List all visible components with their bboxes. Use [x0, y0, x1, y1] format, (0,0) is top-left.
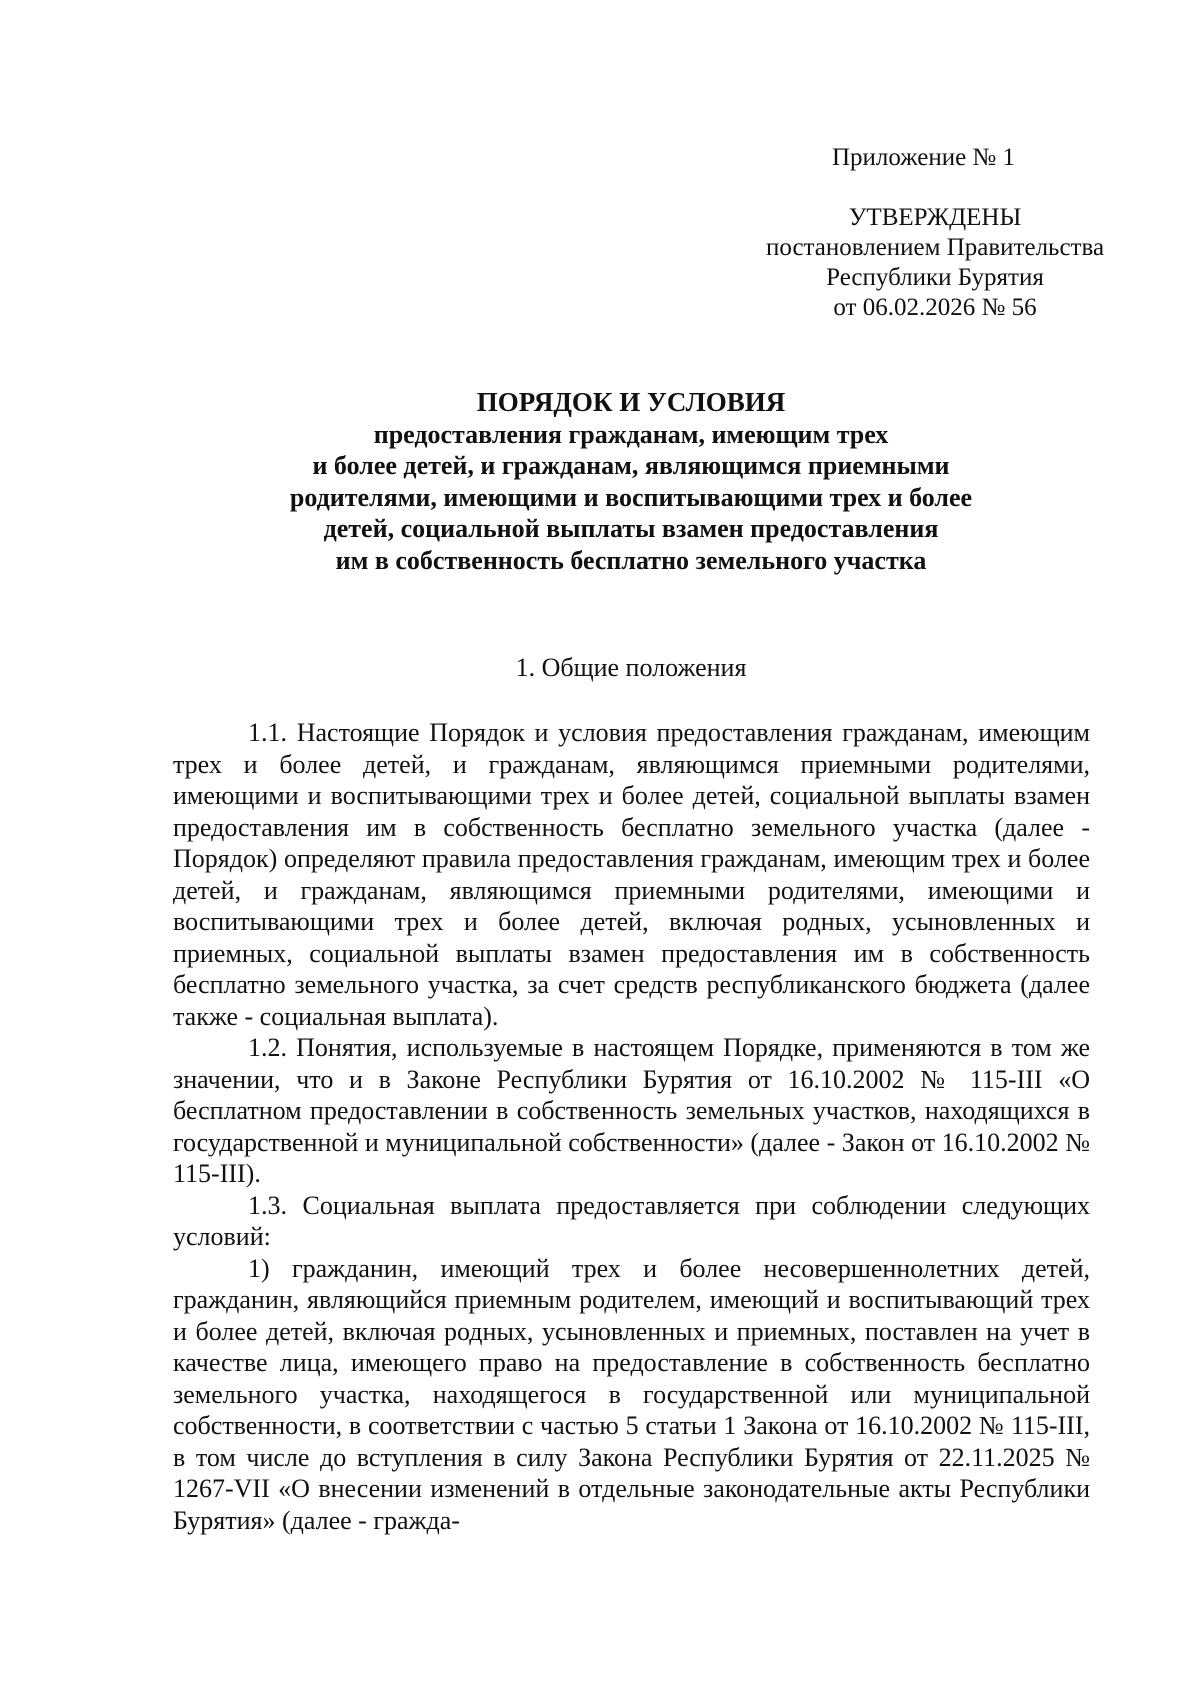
approval-approved: УТВЕРЖДЕНЫ: [848, 204, 1022, 231]
title-line: им в собственность бесплатно земельного участка: [335, 545, 927, 575]
document-title: [150, 387, 1112, 576]
approval-stamp-block: [745, 203, 1125, 323]
paragraph-1-3: 1.3. Социальная выплата предоставляется при соблюдении следующих условий:: [173, 1190, 1090, 1251]
paragraph-1-2: 1.2. Понятия, используемые в настоящем Порядке, применяются в том же значении, что и в Законе Республики Бурятия от 16.10.2002 № 115-III «О бесплатном предоставлении в собственность земельных участков, находящихся в государственной и муниципальной собственности» (далее - Закон от 16.10.2002 № 115-III).: [173, 1033, 1090, 1188]
section-heading: 1. Общие положения: [515, 653, 747, 682]
title-line: ПОРЯДОК И УСЛОВИЯ: [476, 387, 786, 417]
paragraph-1-3-item-1: 1) гражданин, имеющий трех и более несовершеннолетних детей, гражданин, являющийся приемным родителем, имеющий и воспитывающий трех и более детей, включая родных, усыновленных и приемных, поставлен на учет в качестве лица, имеющего право на предоставление в собственность бесплатно земельного участка, находящегося в государственной или муниципальной собственности, в соответствии с частью 5 статьи 1 Закона от 16.10.2002 № 115-III, в том числе до вступления в силу Закона Республики Бурятия от 22.11.2025 № 1267-VII «О внесении изменений в отдельные законодательные акты Республики Бурятия» (далее - гражда-: [173, 1253, 1090, 1535]
approval-by: постановлением Правительства: [765, 234, 1105, 261]
approval-date-number: от 06.02.2026 № 56: [833, 294, 1037, 321]
approval-region: Республики Бурятия: [826, 264, 1044, 291]
title-line: и более детей, и гражданам, являющимся приемными: [312, 451, 950, 480]
paragraph-1-1: 1.1. Настоящие Порядок и условия предоставления гражданам, имеющим трех и более детей, и гражданам, являющимся приемными родителями, имеющими и воспитывающими трех и более детей, социальной выплаты взамен предоставления им в собственность бесплатно земельного участка (далее - Порядок) определяют правила предоставления гражданам, имеющим трех и более детей, и гражданам, являющимся приемными родителями, имеющими и воспитывающими трех и более детей, включая родных, усыновленных и приемных, социальной выплаты взамен предоставления им в собственность бесплатно земельного участка, за счет средств республиканского бюджета (далее также - социальная выплата).: [173, 718, 1090, 1031]
title-line: детей, социальной выплаты взамен предоставления: [323, 514, 939, 543]
annex-label: Приложение № 1: [832, 144, 1016, 171]
title-line: родителями, имеющими и воспитывающими трех и более: [289, 482, 973, 512]
title-line: предоставления гражданам, имеющим трех: [373, 419, 889, 449]
document-body: [173, 717, 1090, 1536]
